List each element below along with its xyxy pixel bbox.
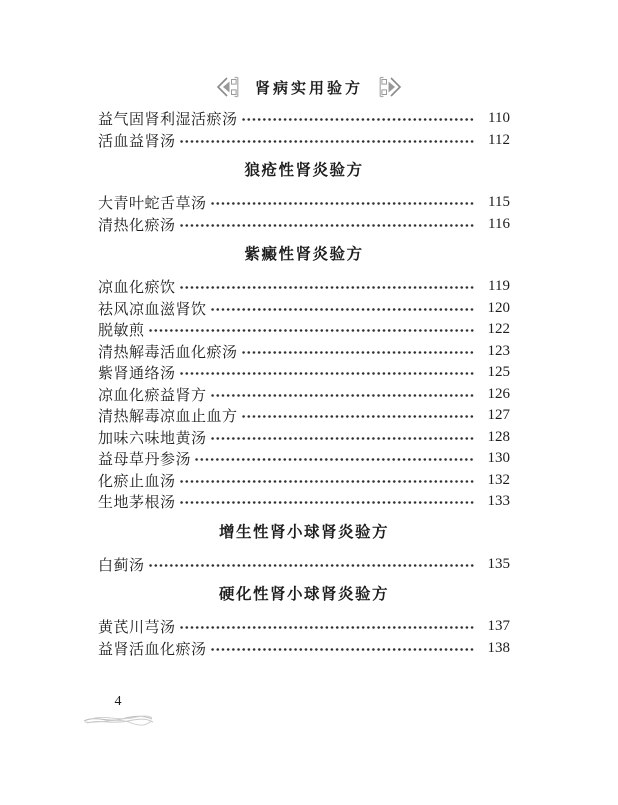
toc-entry-title: 白蓟汤 bbox=[98, 557, 145, 574]
dotted-leader bbox=[179, 214, 475, 236]
toc-entry bbox=[98, 192, 510, 214]
dotted-leader bbox=[194, 448, 475, 470]
toc-entry bbox=[98, 384, 510, 406]
toc-entry-title: 大青叶蛇舌草汤 bbox=[98, 196, 207, 213]
dotted-leader bbox=[179, 130, 475, 152]
section-heading: 硬化性肾小球肾炎验方 bbox=[218, 586, 389, 603]
toc-entry-page: 123 bbox=[487, 342, 510, 359]
toc-entry-page: 137 bbox=[487, 618, 510, 635]
section-heading: 紫癜性肾炎验方 bbox=[244, 246, 364, 263]
page-number: 4 bbox=[114, 694, 122, 709]
wave-flourish-icon bbox=[82, 711, 154, 727]
section-heading: 增生性肾小球肾炎验方 bbox=[218, 523, 389, 541]
toc-entry bbox=[98, 108, 510, 130]
toc-entry-title: 紫肾通络汤 bbox=[98, 366, 176, 383]
toc-entry bbox=[98, 554, 510, 576]
toc-entry-page: 122 bbox=[487, 321, 510, 338]
table-of-contents bbox=[98, 108, 510, 659]
toc-entry bbox=[98, 214, 510, 236]
toc-entry bbox=[98, 319, 510, 341]
dotted-leader bbox=[241, 108, 475, 130]
toc-entry-page: 120 bbox=[487, 299, 510, 316]
toc-entry bbox=[98, 448, 510, 470]
dotted-leader bbox=[179, 362, 475, 384]
toc-entry-page: 135 bbox=[487, 555, 510, 572]
toc-entry-page: 128 bbox=[487, 428, 510, 445]
section-heading: 狼疮性肾炎验方 bbox=[244, 162, 364, 179]
dotted-leader bbox=[210, 298, 475, 320]
toc-entry-page: 132 bbox=[487, 471, 510, 488]
toc-entry-title: 祛风凉血滋肾饮 bbox=[98, 301, 207, 318]
toc-entry-page: 115 bbox=[488, 194, 510, 211]
dotted-leader bbox=[179, 616, 475, 638]
toc-entry bbox=[98, 130, 510, 152]
toc-entry-title: 加味六味地黄汤 bbox=[98, 430, 207, 447]
toc-entry bbox=[98, 427, 510, 449]
toc-entry-title: 清热化瘀汤 bbox=[98, 217, 176, 234]
toc-entry-page: 127 bbox=[487, 407, 510, 424]
toc-entry bbox=[98, 405, 510, 427]
toc-entry-page: 130 bbox=[487, 450, 510, 467]
dotted-leader bbox=[179, 470, 475, 492]
toc-entry-page: 138 bbox=[487, 639, 510, 656]
toc-entry-title: 生地茅根汤 bbox=[98, 495, 176, 512]
dotted-leader bbox=[241, 341, 475, 363]
toc-entry-title: 益肾活血化瘀汤 bbox=[98, 641, 207, 658]
toc-entry-title: 益母草丹参汤 bbox=[98, 452, 192, 469]
dotted-leader bbox=[148, 319, 475, 341]
toc-entry-title: 益气固肾利湿活瘀汤 bbox=[98, 112, 238, 129]
toc-entry-page: 125 bbox=[487, 364, 510, 381]
toc-entry-page: 116 bbox=[488, 215, 510, 232]
toc-entry bbox=[98, 341, 510, 363]
toc-entry-title: 脱敏煎 bbox=[98, 323, 145, 340]
toc-entry bbox=[98, 470, 510, 492]
dotted-leader bbox=[241, 405, 475, 427]
toc-entry-title: 化瘀止血汤 bbox=[98, 473, 176, 490]
toc-entry bbox=[98, 298, 510, 320]
toc-entry bbox=[98, 491, 510, 513]
toc-entry bbox=[98, 616, 510, 638]
toc-entry-page: 133 bbox=[487, 493, 510, 510]
toc-entry-title: 活血益肾汤 bbox=[98, 133, 176, 150]
toc-entry-page: 112 bbox=[488, 131, 510, 148]
toc-entry-page: 110 bbox=[488, 110, 510, 127]
toc-entry-title: 清热解毒活血化瘀汤 bbox=[98, 344, 238, 361]
toc-entry-title: 凉血化瘀饮 bbox=[98, 280, 176, 297]
toc-entry bbox=[98, 362, 510, 384]
toc-entry-page: 126 bbox=[487, 385, 510, 402]
header-ornament-right-icon bbox=[379, 74, 403, 100]
dotted-leader bbox=[179, 491, 475, 513]
dotted-leader bbox=[210, 192, 475, 214]
header-ornament-left-icon bbox=[215, 74, 239, 100]
dotted-leader bbox=[210, 427, 475, 449]
toc-entry bbox=[98, 638, 510, 660]
book-title: 肾病实用验方 bbox=[254, 79, 363, 97]
dotted-leader bbox=[210, 638, 475, 660]
toc-entry-title: 凉血化瘀益肾方 bbox=[98, 387, 207, 404]
page-footer bbox=[80, 694, 156, 727]
toc-entry bbox=[98, 276, 510, 298]
dotted-leader bbox=[210, 384, 475, 406]
toc-entry-page: 119 bbox=[488, 278, 510, 295]
page-header bbox=[0, 74, 618, 100]
dotted-leader bbox=[179, 276, 475, 298]
toc-entry-title: 黄芪川芎汤 bbox=[98, 620, 176, 637]
dotted-leader bbox=[148, 554, 475, 576]
toc-entry-title: 清热解毒凉血止血方 bbox=[98, 409, 238, 426]
